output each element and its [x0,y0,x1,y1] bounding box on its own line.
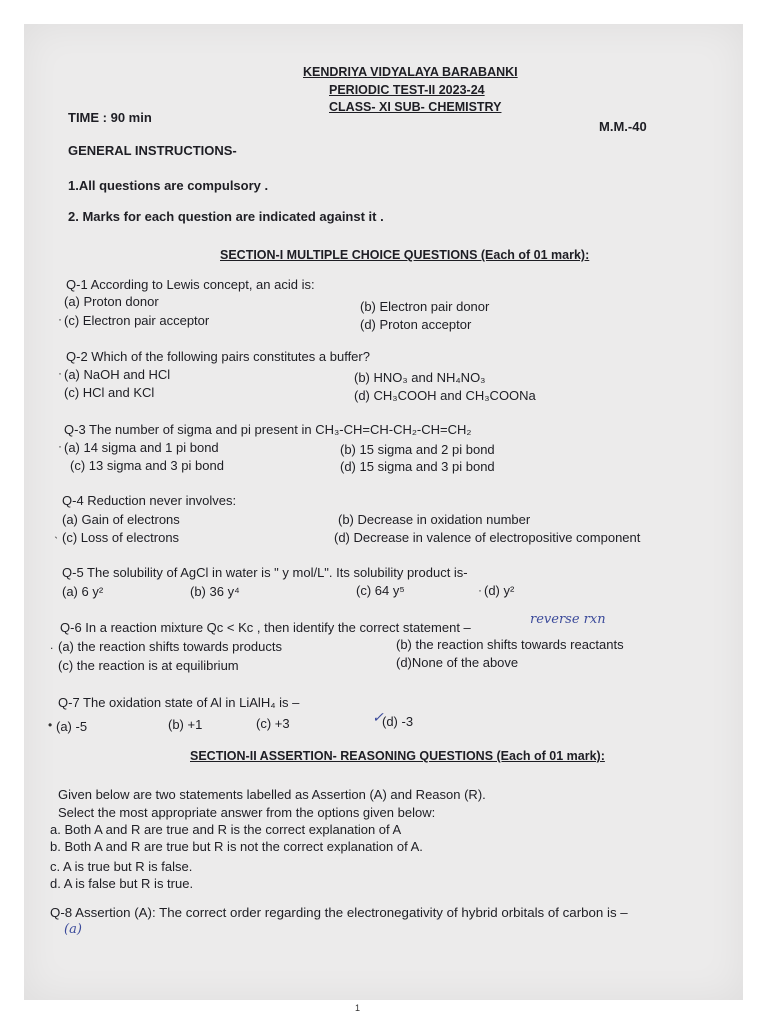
instruction-2: 2. Marks for each question are indicated against it . [68,209,384,224]
ar-option-b: b. Both A and R are true but R is not the correct explanation of A. [50,839,423,854]
section1-title: SECTION-I MULTIPLE CHOICE QUESTIONS (Each of 01 mark): [220,248,590,262]
exam-paper [24,24,743,1000]
q5-option-c: (c) 64 y⁵ [356,583,405,598]
class-subject: CLASS- XI SUB- CHEMISTRY [329,100,502,114]
q1-option-c: (c) Electron pair acceptor [64,313,210,328]
q1-option-b: (b) Electron pair donor [360,299,490,314]
q3-option-a: (a) 14 sigma and 1 pi bond [64,440,219,455]
check-mark-icon: ✓ [372,710,384,726]
q7-text: Q-7 The oxidation state of Al in LiAlH₄ is – [58,695,300,710]
time-label: TIME : 90 min [68,110,152,125]
q5-option-a: (a) 6 y² [62,584,104,599]
ar-option-c: c. A is true but R is false. [50,859,193,874]
q8-text: Q-8 Assertion (A): The correct order regarding the electronegativity of hybrid orbitals of carbon is – [50,905,628,920]
max-marks: M.M.-40 [599,119,647,134]
q4-option-c: (c) Loss of electrons [62,530,180,545]
ar-intro-1: Given below are two statements labelled as Assertion (A) and Reason (R). [58,787,486,802]
q4-option-d: (d) Decrease in valence of electropositive component [334,530,641,545]
q7-option-c: (c) +3 [256,716,290,731]
q2-option-a: (a) NaOH and HCl [64,367,171,382]
q7-option-b: (b) +1 [168,717,203,732]
handwritten-answer: (a) [64,922,82,937]
instruction-1: 1.All questions are compulsory . [68,178,269,193]
ar-intro-2: Select the most appropriate answer from the options given below: [58,805,436,820]
q4-option-a: (a) Gain of electrons [62,512,180,527]
school-name: KENDRIYA VIDYALAYA BARABANKI [303,65,518,79]
q2-option-c: (c) HCl and KCl [64,385,155,400]
instructions-title: GENERAL INSTRUCTIONS- [68,143,237,158]
ar-option-d: d. A is false but R is true. [50,876,194,891]
q6-option-d: (d)None of the above [396,655,519,670]
tick-mark: · [58,312,62,326]
q6-option-a: (a) the reaction shifts towards products [58,639,282,654]
q1-option-d: (d) Proton acceptor [360,317,472,332]
section2-title: SECTION-II ASSERTION- REASONING QUESTIONS (Each of 01 mark): [190,749,605,763]
q5-option-b: (b) 36 y⁴ [190,584,240,599]
tick-mark: · [58,439,62,453]
q5-text: Q-5 The solubility of AgCl in water is " y mol/L". Its solubility product is- [62,565,468,580]
tick-mark: • [48,718,53,732]
q3-option-b: (b) 15 sigma and 2 pi bond [340,442,495,457]
tick-mark: · [478,583,482,597]
tick-mark: · [58,366,62,380]
q6-option-c: (c) the reaction is at equilibrium [58,658,239,673]
q4-option-b: (b) Decrease in oxidation number [338,512,531,527]
q4-text: Q-4 Reduction never involves: [62,493,237,508]
ar-option-a: a. Both A and R are true and R is the correct explanation of A [50,822,402,837]
q2-text: Q-2 Which of the following pairs constitutes a buffer? [66,349,370,364]
q3-text: Q-3 The number of sigma and pi present in CH₃-CH=CH-CH₂-CH=CH₂ [64,422,472,437]
handwritten-note: reverse rxn [530,612,606,627]
q7-option-a: (a) -5 [56,719,88,734]
tick-mark: ˴ [54,529,58,543]
tick-mark: . [50,638,54,652]
q3-option-c: (c) 13 sigma and 3 pi bond [70,458,224,473]
q1-option-a: (a) Proton donor [64,294,159,309]
q2-option-b: (b) HNO₃ and NH₄NO₃ [354,370,486,385]
q1-text: Q-1 According to Lewis concept, an acid is: [66,277,315,292]
q6-option-b: (b) the reaction shifts towards reactants [396,637,624,652]
page-number: 1 [355,1003,361,1013]
q5-option-d: (d) y² [484,583,515,598]
q3-option-d: (d) 15 sigma and 3 pi bond [340,459,495,474]
q7-option-d: (d) -3 [382,714,414,729]
test-name: PERIODIC TEST-II 2023-24 [329,83,485,97]
q6-text: Q-6 In a reaction mixture Qc < Kc , then identify the correct statement – [60,620,471,635]
q2-option-d: (d) CH₃COOH and CH₃COONa [354,388,536,403]
